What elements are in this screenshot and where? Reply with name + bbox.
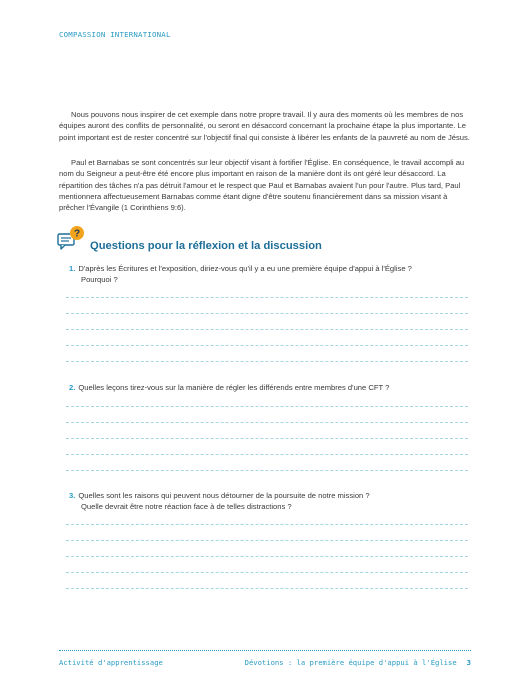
page-header: COMPASSION INTERNATIONAL <box>59 30 171 39</box>
answer-line[interactable] <box>66 329 468 330</box>
answer-line[interactable] <box>66 406 468 407</box>
footer-title <box>245 658 471 667</box>
question-text-continued: Quelle devrait être notre réaction face à de telles distractions ? <box>81 502 292 511</box>
answer-line[interactable] <box>66 470 468 471</box>
section-title: Questions pour la réflexion et la discussion <box>90 240 322 252</box>
question-text: Quelles sont les raisons qui peuvent nous détourner de la poursuite de notre mission ? <box>78 491 370 500</box>
question-1 <box>69 263 479 285</box>
page-number: 3 <box>466 658 471 667</box>
paragraph-text: Paul et Barnabas se sont concentrés sur leur objectif visant à fortifier l'Église. En conséquence, le travail accompli au nom du Seigneur a peut-être été encore plus important en raison de la manière dont ils ont géré leur désaccord. La répartition des tâches n'a pas détruit l'amour et le respect que Paul et Barnabas avaient l'un pour l'autre. Plus tard, Paul mentionnera affectueusement Barnabas comme étant digne d'être soutenu financièrement dans sa mission visant à prêcher l'Évangile (1 Corinthiens 9:6). <box>59 158 465 213</box>
footer-divider <box>59 650 471 651</box>
question-text: D'après les Écritures et l'exposition, diriez-vous qu'il y a eu une première équipe d'appui à l'Église ? <box>78 264 412 273</box>
answer-line[interactable] <box>66 556 468 557</box>
answer-line[interactable] <box>66 438 468 439</box>
answer-line[interactable] <box>66 422 468 423</box>
answer-line[interactable] <box>66 361 468 362</box>
answer-line[interactable] <box>66 345 468 346</box>
footer-document-title: Dévotions : la première équipe d'appui à l'Église <box>244 658 457 667</box>
body-paragraph-1 <box>59 109 471 143</box>
question-number: 1. <box>69 264 76 273</box>
question-number: 2. <box>69 383 76 392</box>
answer-line[interactable] <box>66 454 468 455</box>
answer-line[interactable] <box>66 572 468 573</box>
speech-bubble-question-icon <box>56 225 86 251</box>
svg-text:?: ? <box>73 228 81 240</box>
paragraph-text: Nous pouvons nous inspirer de cet exemple dans notre propre travail. Il y aura des moments où les membres de nos équipes auront des conflits de personnalité, ou seront en désaccord concernant la prochaine étape la plus importante. Le point important est de rester concentré sur l'objectif final qui consiste à libérer les enfants de la pauvreté au nom de Jésus. <box>59 110 470 142</box>
answer-line[interactable] <box>66 297 468 298</box>
question-number: 3. <box>69 491 76 500</box>
answer-line[interactable] <box>66 313 468 314</box>
footer-section-label: Activité d'apprentissage <box>59 658 163 667</box>
answer-line[interactable] <box>66 540 468 541</box>
answer-line[interactable] <box>66 588 468 589</box>
question-3 <box>69 490 479 512</box>
question-text: Quelles leçons tirez-vous sur la manière de régler les différends entre membres d'une CFT ? <box>78 383 390 392</box>
body-paragraph-2 <box>59 157 471 213</box>
question-text-continued: Pourquoi ? <box>81 275 118 284</box>
question-2 <box>69 382 479 393</box>
answer-line[interactable] <box>66 524 468 525</box>
